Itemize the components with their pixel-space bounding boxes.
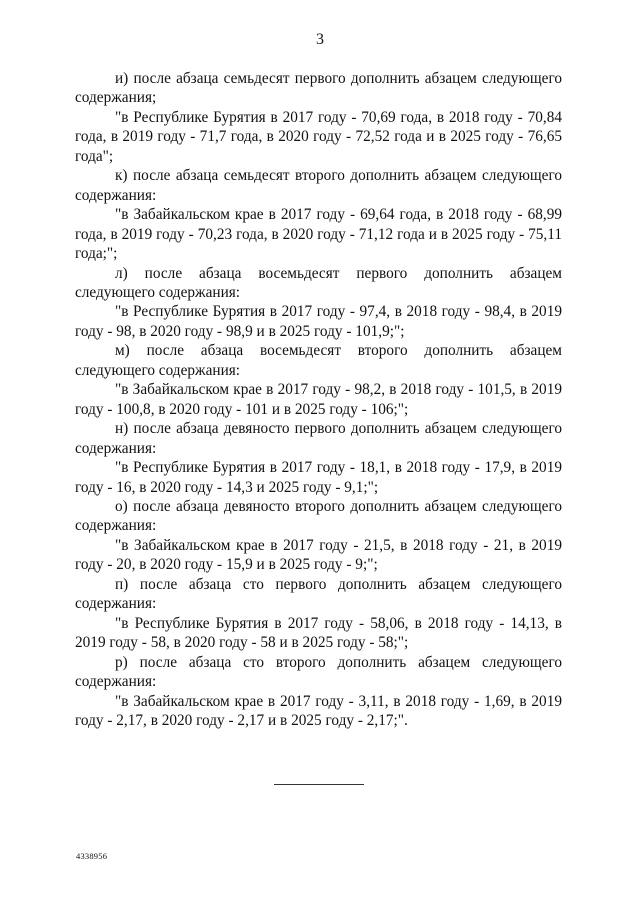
paragraph-12: "в Забайкальском крае в 2017 году - 21,5, в 2018 году - 21, в 2019 году - 20, в 2020 году - 15,9 и в 2025 году - 9;"; <box>75 536 562 574</box>
page-number: 3 <box>316 31 324 48</box>
paragraph-14: "в Республике Бурятия в 2017 году - 58,06, в 2018 году - 14,13, в 2019 году - 58, в 2020 году - 58 и в 2025 году - 58;"; <box>75 614 562 652</box>
paragraph-15: р) после абзаца сто второго дополнить абзацем следующего содержания: <box>75 653 562 691</box>
paragraph-9: н) после абзаца девяносто первого дополнить абзацем следующего содержания: <box>75 420 562 457</box>
amendment-text <box>75 69 562 730</box>
paragraph-5: л) после абзаца восемьдесят первого дополнить абзацем следующего содержания: <box>75 264 562 301</box>
paragraph-2: "в Республике Бурятия в 2017 году - 70,69 года, в 2018 году - 70,84 года, в 2019 году - 71,7 года, в 2020 году - 72,52 года и в 2025 году - 76,65 года"; <box>75 108 562 165</box>
paragraph-4: "в Забайкальском крае в 2017 году - 69,64 года, в 2018 году - 68,99 года, в 2019 году - 70,23 года, в 2020 году - 71,12 года и в 2025 году - 75,11 года;"; <box>75 206 562 263</box>
paragraph-10: "в Республике Бурятия в 2017 году - 18,1, в 2018 году - 17,9, в 2019 году - 16, в 2020 году - 14,3 и 2025 году - 9,1;"; <box>75 459 562 496</box>
paragraph-6: "в Республике Бурятия в 2017 году - 97,4, в 2018 году - 98,4, в 2019 году - 98, в 2020 году - 98,9 и в 2025 году - 101,9;"; <box>75 303 562 340</box>
closing-divider <box>274 784 364 785</box>
paragraph-7: м) после абзаца восемьдесят второго дополнить абзацем следующего содержания: <box>75 342 562 379</box>
paragraph-16: "в Забайкальском крае в 2017 году - 3,11, в 2018 году - 1,69, в 2019 году - 2,17, в 2020 году - 2,17 и в 2025 году - 2,17;". <box>75 692 562 729</box>
document-code: 4338956 <box>76 851 108 861</box>
paragraph-3: к) после абзаца семьдесят второго дополнить абзацем следующего содержания: <box>75 167 562 204</box>
paragraph-8: "в Забайкальском крае в 2017 году - 98,2, в 2018 году - 101,5, в 2019 году - 100,8, в 2020 году - 101 и в 2025 году - 106;"; <box>75 381 562 418</box>
paragraph-13: п) после абзаца сто первого дополнить абзацем следующего содержания: <box>75 575 562 613</box>
paragraph-1: и) после абзаца семьдесят первого дополнить абзацем следующего содержания; <box>75 70 562 107</box>
paragraph-11: о) после абзаца девяносто второго дополнить абзацем следующего содержания: <box>75 497 562 535</box>
